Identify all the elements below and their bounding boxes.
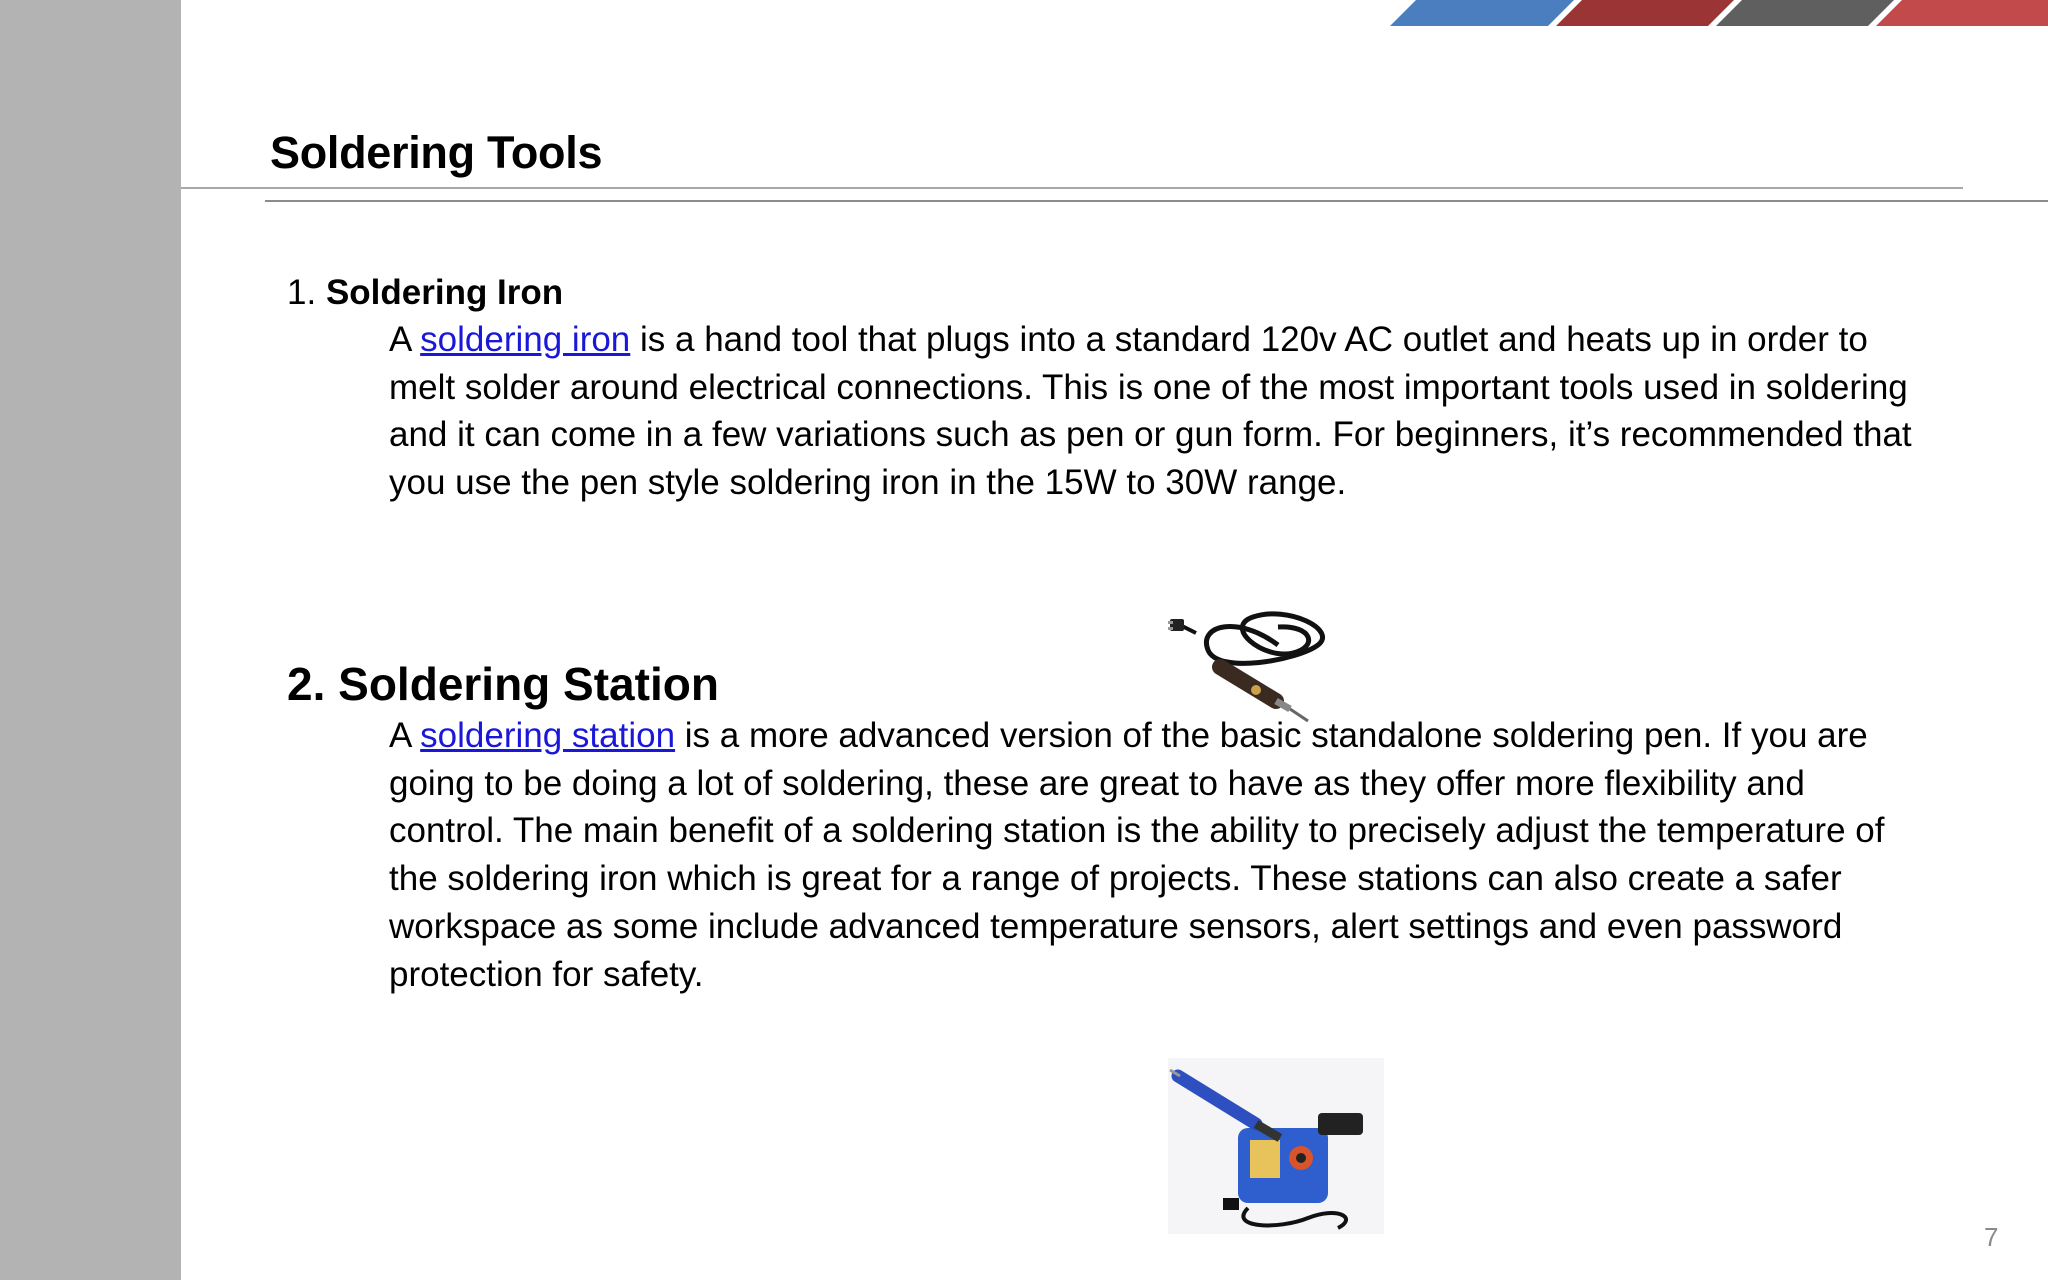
page-number: 7	[1984, 1222, 1999, 1252]
paragraph-lead: A	[389, 320, 411, 359]
title-divider-bottom	[265, 200, 2048, 202]
accent-stripe-red	[1556, 0, 1734, 26]
soldering-station-link[interactable]: soldering station	[420, 716, 676, 755]
slide-title: Soldering Tools	[270, 127, 603, 178]
soldering-iron-pen-icon	[1168, 605, 1340, 723]
soldering-station-paragraph	[389, 712, 1929, 998]
title-divider-top	[181, 187, 1963, 189]
section-heading-soldering-iron	[287, 270, 563, 316]
slide-sidebar	[0, 0, 181, 1280]
section-number: 2.	[287, 658, 326, 710]
accent-stripe-gray	[1716, 0, 1894, 26]
section-heading-label: Soldering Iron	[325, 273, 564, 312]
soldering-station-icon	[1168, 1058, 1384, 1234]
paragraph-body: is a more advanced version of the basic standalone soldering pen. If you are going to be doing a lot of soldering, these are great to have as they offer more flexibility and control. The main benefit of a soldering station is the ability to precisely adjust the temperature of the soldering iron which is great for a range of projects. These stations can also create a safer workspace as some include advanced temperature sensors, alert settings and even password protection for safety.	[389, 716, 1885, 994]
section-heading-soldering-station	[287, 655, 719, 713]
accent-stripe-light-red	[1876, 0, 2048, 26]
section-number: 1.	[287, 273, 317, 312]
header-accent-stripes	[1390, 0, 2048, 26]
soldering-iron-paragraph	[389, 316, 1929, 507]
paragraph-lead: A	[389, 716, 411, 755]
accent-stripe-blue	[1390, 0, 1574, 26]
section-heading-label: Soldering Station	[338, 658, 719, 710]
paragraph-body: is a hand tool that plugs into a standard 120v AC outlet and heats up in order to melt solder around electrical connections. This is one of the most important tools used in soldering and it can come in a few variations such as pen or gun form. For beginners, it’s recommended that you use the pen style soldering iron in the 15W to 30W range.	[389, 320, 1912, 503]
soldering-iron-link[interactable]: soldering iron	[420, 320, 631, 359]
